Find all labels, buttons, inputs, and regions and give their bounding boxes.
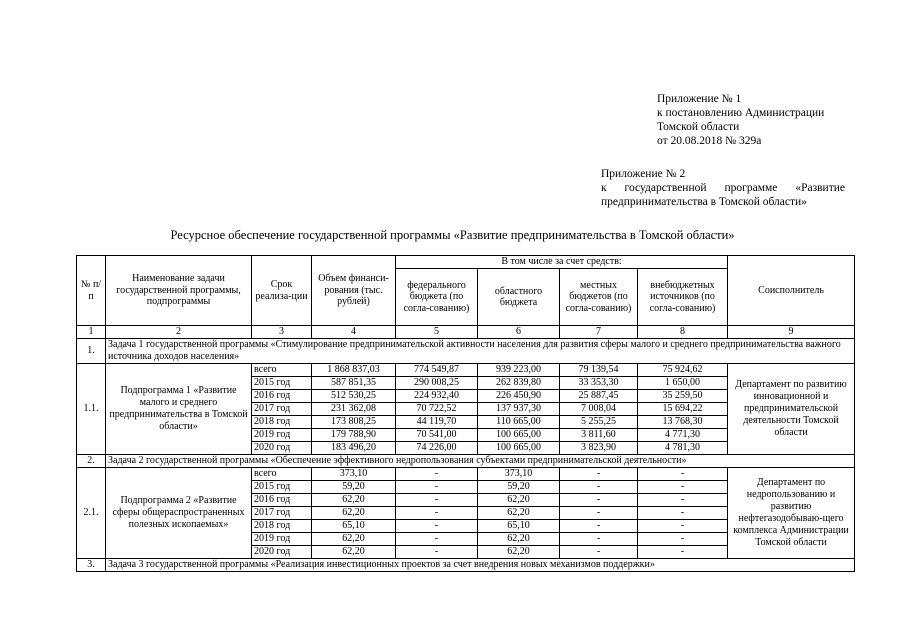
- column-number: 1: [77, 326, 106, 339]
- row-volume: 183 496,20: [312, 441, 396, 454]
- row-term: 2020 год: [252, 545, 312, 558]
- column-number: 7: [560, 326, 638, 339]
- row-local: -: [560, 532, 638, 545]
- row-term: 2017 год: [252, 402, 312, 415]
- column-number: 3: [252, 326, 312, 339]
- row-term: 2016 год: [252, 493, 312, 506]
- row-local: -: [560, 545, 638, 558]
- column-number: 4: [312, 326, 396, 339]
- appendix-1-line: к постановлению Администрации: [657, 107, 825, 119]
- row-regional: 939 223,00: [478, 363, 560, 376]
- row-regional: 373,10: [478, 467, 560, 480]
- row-local: -: [560, 506, 638, 519]
- row-term: 2015 год: [252, 480, 312, 493]
- task-1-text: Задача 1 государственной программы «Стимулирование предпринимательской активности населения для развития сферы малого и среднего предпринимательства важного источника доходов населения»: [106, 338, 855, 363]
- row-offbudget: -: [638, 467, 728, 480]
- appendix-1-line: от 20.08.2018 № 329а: [657, 135, 762, 147]
- column-number: 2: [106, 326, 252, 339]
- task-3-text: Задача 3 государственной программы «Реализация инвестиционных проектов за счет внедрения новых механизмов поддержки»: [106, 558, 855, 571]
- resource-table: [76, 255, 855, 572]
- row-offbudget: 15 694,22: [638, 402, 728, 415]
- row-regional: 59,20: [478, 480, 560, 493]
- row-term: 2017 год: [252, 506, 312, 519]
- row-federal: 70 541,00: [396, 428, 478, 441]
- row-federal: -: [396, 532, 478, 545]
- appendix-2-line: к государственной программе «Развитие: [601, 182, 845, 194]
- row-regional: 62,20: [478, 532, 560, 545]
- row-local: 33 353,30: [560, 376, 638, 389]
- appendix-2-line: предпринимательства в Томской области»: [601, 196, 807, 208]
- header-local: местных бюджетов (по согла-сованию): [560, 269, 638, 326]
- header-federal: федерального бюджета (по согла-сованию): [396, 269, 478, 326]
- row-offbudget: -: [638, 532, 728, 545]
- row-term: 2019 год: [252, 428, 312, 441]
- column-number: 5: [396, 326, 478, 339]
- row-offbudget: 35 259,50: [638, 389, 728, 402]
- document-title: Ресурсное обеспечение государственной программы «Развитие предпринимательства в Томской области»: [170, 228, 735, 242]
- row-offbudget: -: [638, 493, 728, 506]
- row-federal: -: [396, 545, 478, 558]
- row-volume: 62,20: [312, 493, 396, 506]
- row-volume: 512 530,25: [312, 389, 396, 402]
- row-federal: 70 722,52: [396, 402, 478, 415]
- row-local: -: [560, 519, 638, 532]
- row-volume: 62,20: [312, 506, 396, 519]
- header-including: В том числе за счет средств:: [396, 256, 728, 269]
- row-term: 2018 год: [252, 519, 312, 532]
- subprogram-1-number: 1.1.: [77, 363, 106, 454]
- appendix-2-note: [601, 167, 845, 209]
- header-name: Наименование задачи государственной программы, подпрограммы: [106, 256, 252, 326]
- appendix-1-note: [657, 92, 824, 148]
- row-volume: 1 868 837,03: [312, 363, 396, 376]
- row-volume: 173 808,25: [312, 415, 396, 428]
- task-2-number: 2.: [77, 454, 106, 467]
- row-federal: -: [396, 519, 478, 532]
- row-offbudget: -: [638, 480, 728, 493]
- row-volume: 231 362,08: [312, 402, 396, 415]
- row-federal: 44 119,70: [396, 415, 478, 428]
- row-local: -: [560, 480, 638, 493]
- row-local: 7 008,04: [560, 402, 638, 415]
- row-term: 2016 год: [252, 389, 312, 402]
- row-offbudget: 13 768,30: [638, 415, 728, 428]
- appendix-1-line: Томской области: [657, 121, 740, 133]
- row-federal: -: [396, 467, 478, 480]
- row-federal: 774 549,87: [396, 363, 478, 376]
- row-federal: 224 932,40: [396, 389, 478, 402]
- row-local: 5 255,25: [560, 415, 638, 428]
- row-regional: 100 665,00: [478, 428, 560, 441]
- row-federal: -: [396, 506, 478, 519]
- row-term: всего: [252, 467, 312, 480]
- row-offbudget: 1 650,00: [638, 376, 728, 389]
- row-regional: 226 450,90: [478, 389, 560, 402]
- row-local: -: [560, 467, 638, 480]
- subprogram-2-name: Подпрограмма 2 «Развитие сферы общераспространенных полезных ископаемых»: [106, 467, 252, 558]
- row-federal: -: [396, 480, 478, 493]
- row-term: 2018 год: [252, 415, 312, 428]
- row-volume: 373,10: [312, 467, 396, 480]
- row-local: -: [560, 493, 638, 506]
- header-term: Срок реализа-ции: [252, 256, 312, 326]
- row-local: 3 811,60: [560, 428, 638, 441]
- row-regional: 110 665,00: [478, 415, 560, 428]
- row-volume: 59,20: [312, 480, 396, 493]
- row-offbudget: 4 781,30: [638, 441, 728, 454]
- task-1-number: 1.: [77, 338, 106, 363]
- header-regional: областного бюджета: [478, 269, 560, 326]
- row-local: 25 887,45: [560, 389, 638, 402]
- row-regional: 137 937,30: [478, 402, 560, 415]
- task-2-text: Задача 2 государственной программы «Обеспечение эффективного недропользования субъектами предпринимательской деятельности»: [106, 454, 855, 467]
- row-local: 79 139,54: [560, 363, 638, 376]
- row-regional: 62,20: [478, 493, 560, 506]
- row-regional: 262 839,80: [478, 376, 560, 389]
- header-offbudget: внебюджетных источников (по согла-сованию): [638, 269, 728, 326]
- row-regional: 62,20: [478, 545, 560, 558]
- header-volume: Объем финанси-рования (тыс. рублей): [312, 256, 396, 326]
- row-volume: 587 851,35: [312, 376, 396, 389]
- row-volume: 179 788,90: [312, 428, 396, 441]
- row-volume: 65,10: [312, 519, 396, 532]
- header-coexecutor: Соисполнитель: [728, 256, 855, 326]
- appendix-2-line: Приложение № 2: [601, 168, 686, 180]
- row-offbudget: 4 771,30: [638, 428, 728, 441]
- column-number: 9: [728, 326, 855, 339]
- column-number: 6: [478, 326, 560, 339]
- row-offbudget: -: [638, 545, 728, 558]
- row-offbudget: -: [638, 506, 728, 519]
- row-term: 2019 год: [252, 532, 312, 545]
- task-3-number: 3.: [77, 558, 106, 571]
- row-federal: 74 226,00: [396, 441, 478, 454]
- appendix-1-line: Приложение № 1: [657, 93, 742, 105]
- row-federal: 290 008,25: [396, 376, 478, 389]
- subprogram-1-name: Подпрограмма 1 «Развитие малого и среднего предпринимательства в Томской области»: [106, 363, 252, 454]
- row-offbudget: -: [638, 519, 728, 532]
- row-regional: 62,20: [478, 506, 560, 519]
- row-federal: -: [396, 493, 478, 506]
- column-number: 8: [638, 326, 728, 339]
- subprogram-2-number: 2.1.: [77, 467, 106, 558]
- subprogram-2-coexecutor: Департамент по недропользованию и развитию нефтегазодобываю-щего комплекса Администрации Томской области: [728, 467, 855, 558]
- row-offbudget: 75 924,62: [638, 363, 728, 376]
- row-volume: 62,20: [312, 532, 396, 545]
- row-local: 3 823,90: [560, 441, 638, 454]
- row-volume: 62,20: [312, 545, 396, 558]
- subprogram-1-coexecutor: Департамент по развитию инновационной и предпринимательской деятельности Томской области: [728, 363, 855, 454]
- row-regional: 65,10: [478, 519, 560, 532]
- row-term: 2015 год: [252, 376, 312, 389]
- row-term: 2020 год: [252, 441, 312, 454]
- row-regional: 100 665,00: [478, 441, 560, 454]
- row-term: всего: [252, 363, 312, 376]
- header-num: № п/п: [77, 256, 106, 326]
